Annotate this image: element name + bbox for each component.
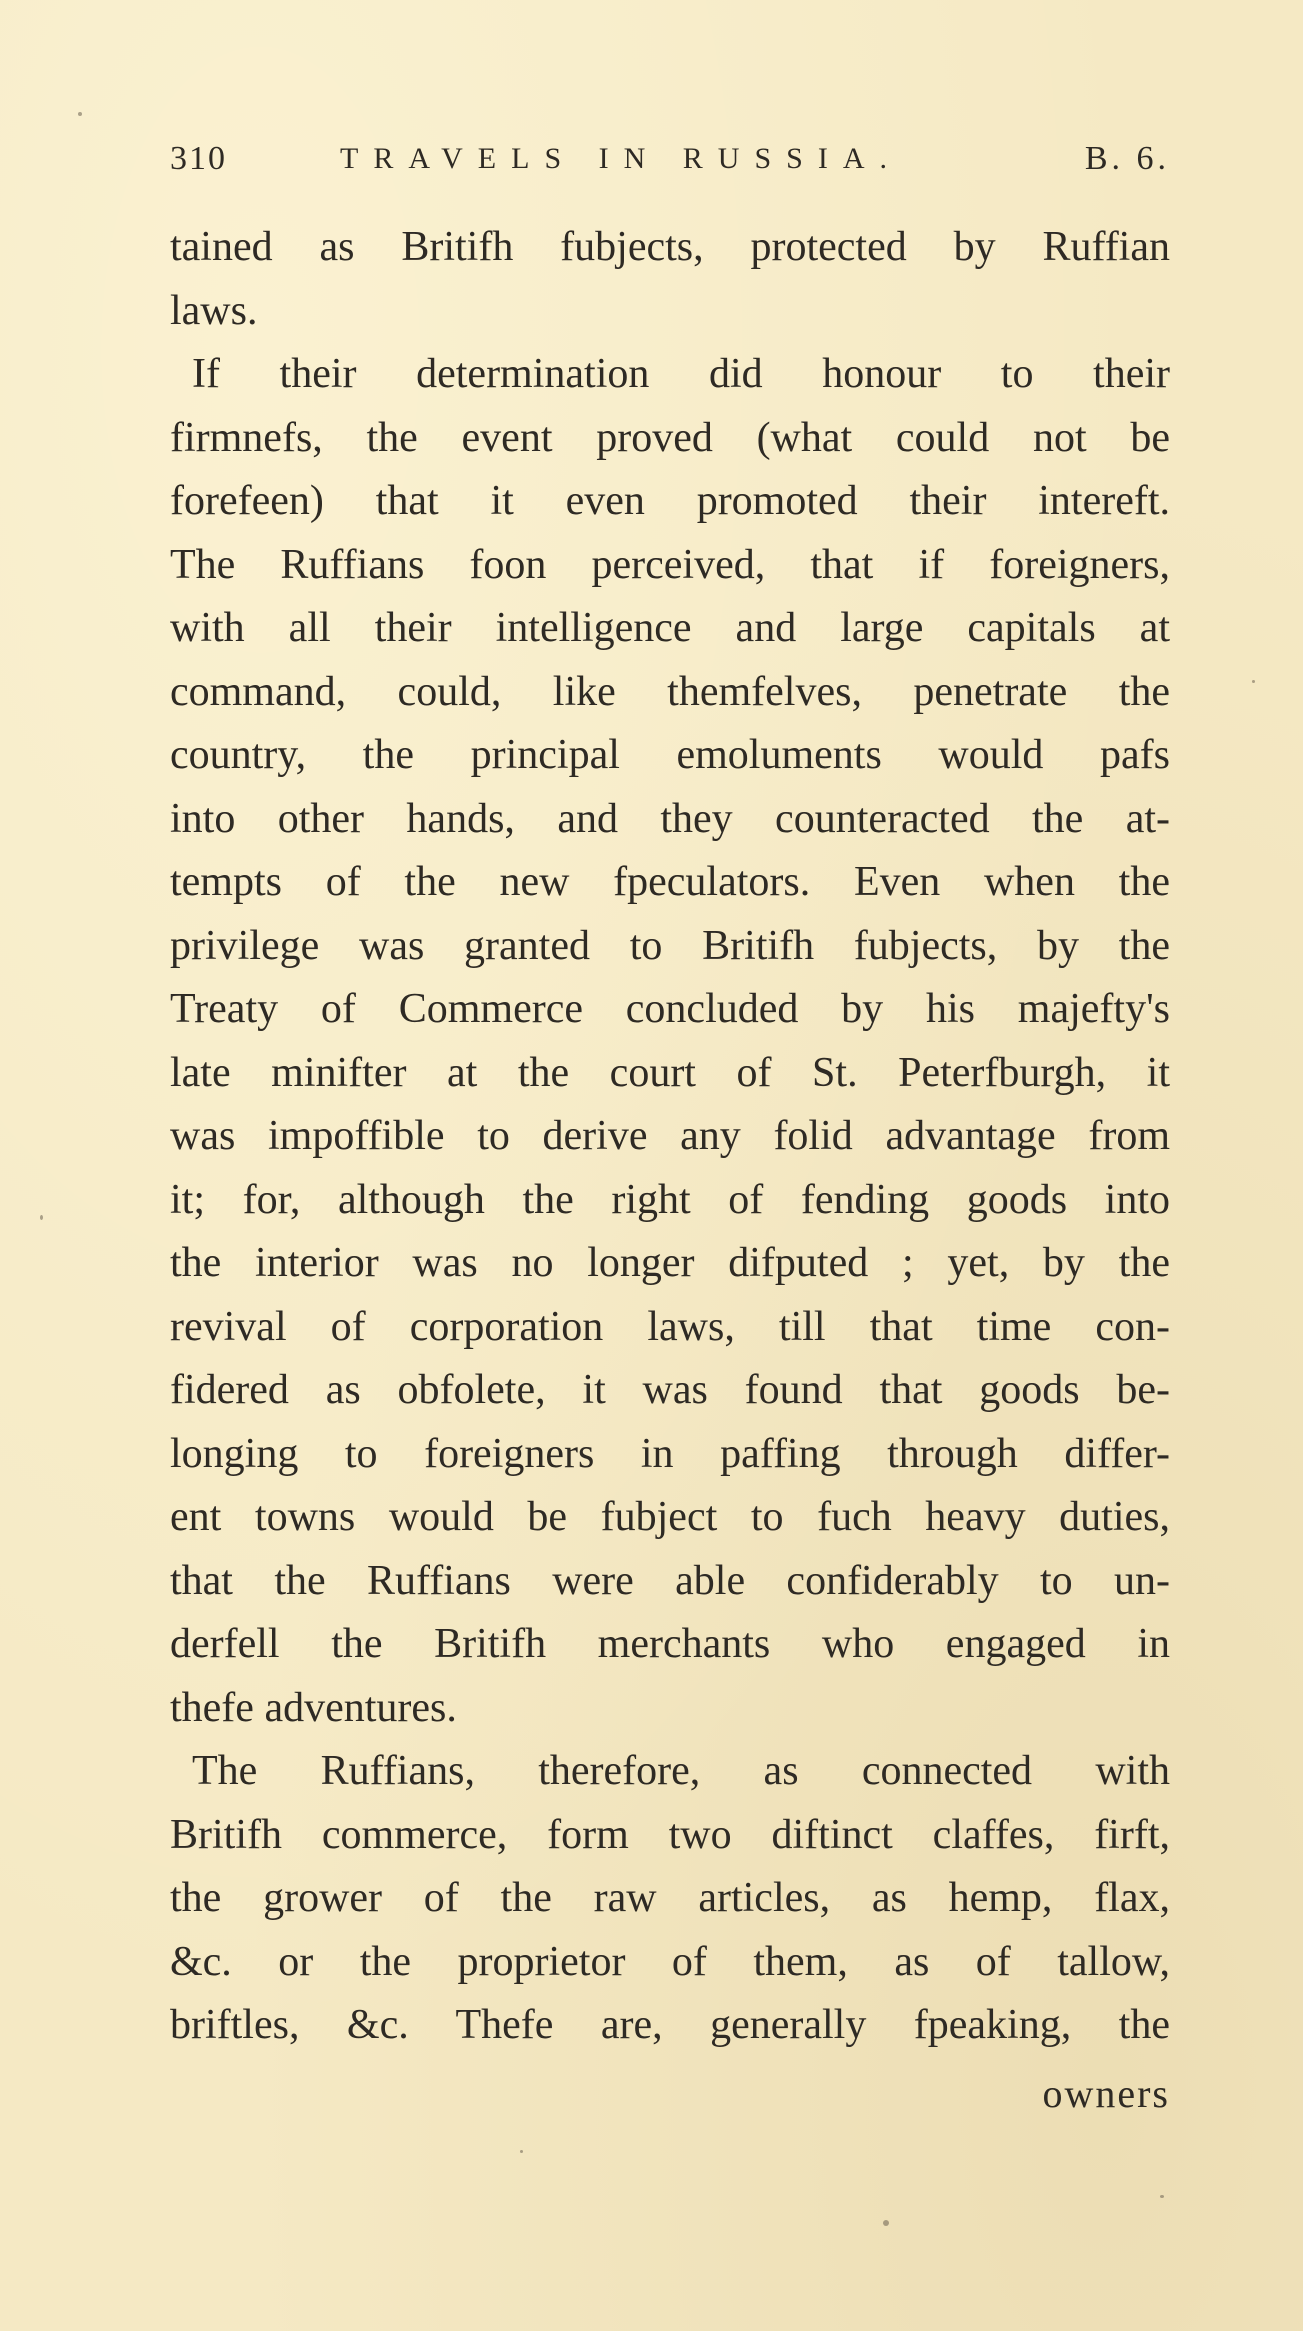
text-line: it; for, although the right of fending goods into xyxy=(170,1176,1170,1223)
text-line: the grower of the raw articles, as hemp, flax, xyxy=(170,1875,1170,1921)
text-line: The Ruffians foon perceived, that if foreigners, xyxy=(170,541,1170,588)
text-line: Britifh commerce, form two diftinct claffes, firft, xyxy=(170,1811,1170,1858)
paper-speck xyxy=(40,1215,43,1220)
paper-speck xyxy=(78,112,82,116)
running-title: TRAVELS IN RUSSIA. xyxy=(340,142,902,175)
text-line: was impoffible to derive any folid advantage from xyxy=(170,1113,1170,1159)
text-line: that the Ruffians were able confiderably to un- xyxy=(170,1557,1170,1604)
text-line: laws. xyxy=(170,287,258,334)
text-line: late minifter at the court of St. Peterfburgh, it xyxy=(170,1049,1170,1096)
text-line: with all their intelligence and large capitals at xyxy=(170,605,1170,651)
text-line: tempts of the new fpeculators. Even when the xyxy=(170,859,1170,905)
text-line: forefeen) that it even promoted their intereft. xyxy=(170,478,1170,524)
text-line: firmnefs, the event proved (what could not be xyxy=(170,414,1170,461)
text-line: thefe adventures. xyxy=(170,1684,457,1731)
text-line: longing to foreigners in paffing through differ- xyxy=(170,1430,1170,1477)
paper-speck xyxy=(1160,2195,1164,2198)
text-line: fidered as obfolete, it was found that goods be- xyxy=(170,1367,1170,1413)
paper-speck xyxy=(883,2220,889,2226)
text-line: country, the principal emoluments would pafs xyxy=(170,732,1170,778)
text-line: the interior was no longer difputed ; yet, by the xyxy=(170,1240,1170,1286)
paper-speck xyxy=(1252,680,1255,683)
text-line: command, could, like themfelves, penetrate the xyxy=(170,668,1170,715)
body-text xyxy=(170,216,1170,2058)
paper-speck xyxy=(520,2150,523,2153)
text-line: If their determination did honour to their xyxy=(192,351,1170,397)
text-line: Treaty of Commerce concluded by his majefty's xyxy=(170,986,1170,1032)
book-marker: B. 6. xyxy=(1084,140,1170,177)
text-line: privilege was granted to Britifh fubjects, by the xyxy=(170,922,1170,969)
text-line: &c. or the proprietor of them, as of tallow, xyxy=(170,1938,1170,1985)
text-line: ent towns would be fubject to fuch heavy duties, xyxy=(170,1494,1170,1540)
text-line: tained as Britifh fubjects, protected by Ruffian xyxy=(170,224,1170,270)
text-line: The Ruffians, therefore, as connected with xyxy=(192,1748,1170,1794)
page-header xyxy=(170,140,1170,190)
text-line: into other hands, and they counteracted the at- xyxy=(170,795,1170,842)
text-line: derfell the Britifh merchants who engaged in xyxy=(170,1621,1170,1667)
page-number: 310 xyxy=(170,140,227,177)
text-line: revival of corporation laws, till that time con- xyxy=(170,1303,1170,1350)
catchword: owners xyxy=(1042,2071,1170,2116)
text-line: briftles, &c. Thefe are, generally fpeaking, the xyxy=(170,2002,1170,2048)
